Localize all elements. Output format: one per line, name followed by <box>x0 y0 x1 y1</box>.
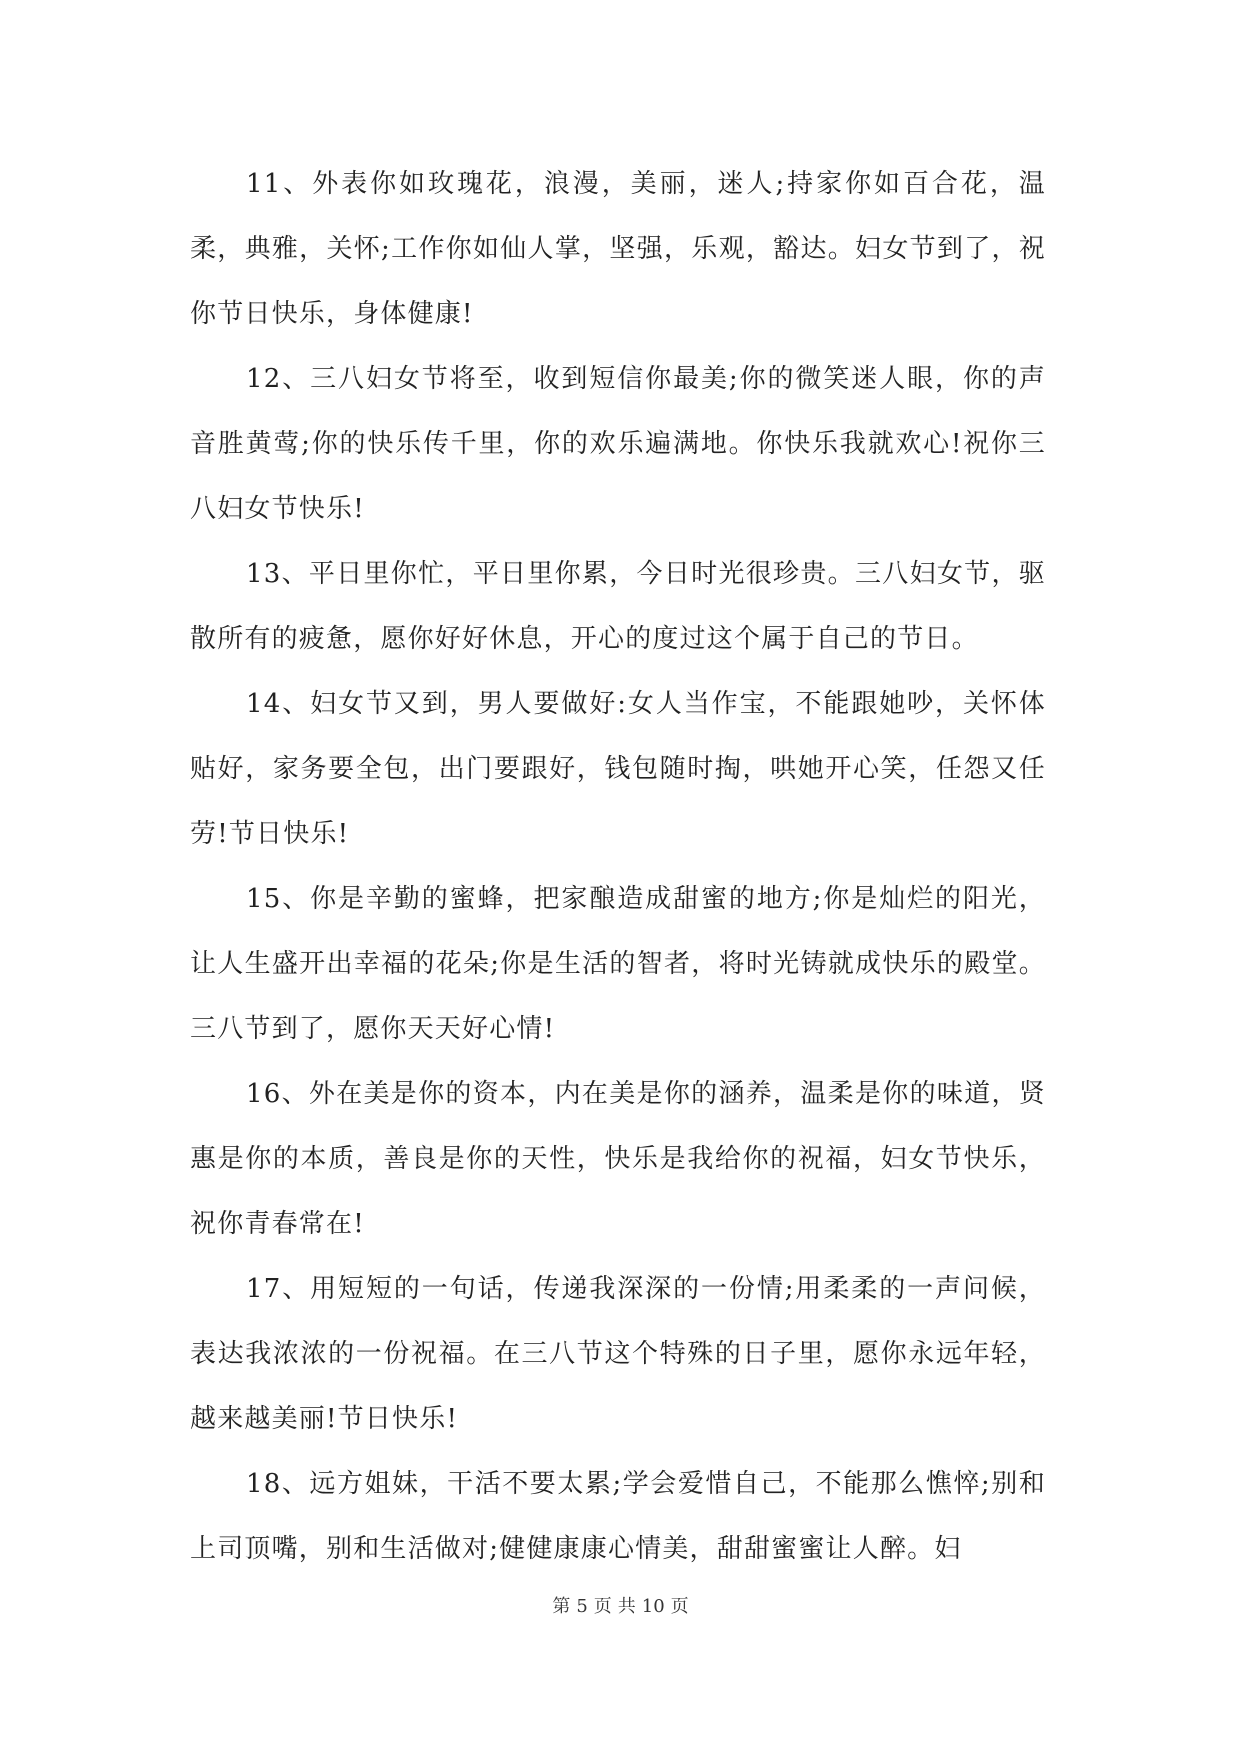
paragraph-16: 16、外在美是你的资本，内在美是你的涵养，温柔是你的味道，贤惠是你的本质，善良是你的天性，快乐是我给你的祝福，妇女节快乐，祝你青春常在! <box>190 1079 1046 1239</box>
document-body <box>190 152 1046 1582</box>
paragraph-13: 13、平日里你忙，平日里你累，今日时光很珍贵。三八妇女节，驱散所有的疲惫，愿你好好休息，开心的度过这个属于自己的节日。 <box>190 559 1046 654</box>
paragraph-15: 15、你是辛勤的蜜蜂，把家酿造成甜蜜的地方;你是灿烂的阳光，让人生盛开出幸福的花朵;你是生活的智者，将时光铸就成快乐的殿堂。三八节到了，愿你天天好心情! <box>190 884 1046 1044</box>
page-footer <box>0 1592 1241 1618</box>
paragraph-14: 14、妇女节又到，男人要做好:女人当作宝，不能跟她吵，关怀体贴好，家务要全包，出门要跟好，钱包随时掏，哄她开心笑，任怨又任劳!节日快乐! <box>190 689 1046 849</box>
footer-total-pages: 10 <box>641 1596 665 1617</box>
footer-page-word: 页 <box>593 1596 612 1617</box>
footer-total-word: 共 <box>617 1596 636 1617</box>
footer-suffix: 页 <box>670 1596 689 1617</box>
paragraph-11: 11、外表你如玫瑰花，浪漫，美丽，迷人;持家你如百合花，温柔，典雅，关怀;工作你如仙人掌，坚强，乐观，豁达。妇女节到了，祝你节日快乐，身体健康! <box>190 169 1046 329</box>
footer-current-page: 5 <box>576 1596 588 1617</box>
footer-prefix: 第 <box>552 1596 571 1617</box>
paragraph-12: 12、三八妇女节将至，收到短信你最美;你的微笑迷人眼，你的声音胜黄莺;你的快乐传千里，你的欢乐遍满地。你快乐我就欢心!祝你三八妇女节快乐! <box>190 364 1046 524</box>
paragraph-18: 18、远方姐妹，干活不要太累;学会爱惜自己，不能那么憔悴;别和上司顶嘴，别和生活做对;健健康康心情美，甜甜蜜蜜让人醉。妇 <box>190 1469 1046 1564</box>
paragraph-17: 17、用短短的一句话，传递我深深的一份情;用柔柔的一声问候，表达我浓浓的一份祝福。在三八节这个特殊的日子里，愿你永远年轻，越来越美丽!节日快乐! <box>190 1274 1046 1434</box>
